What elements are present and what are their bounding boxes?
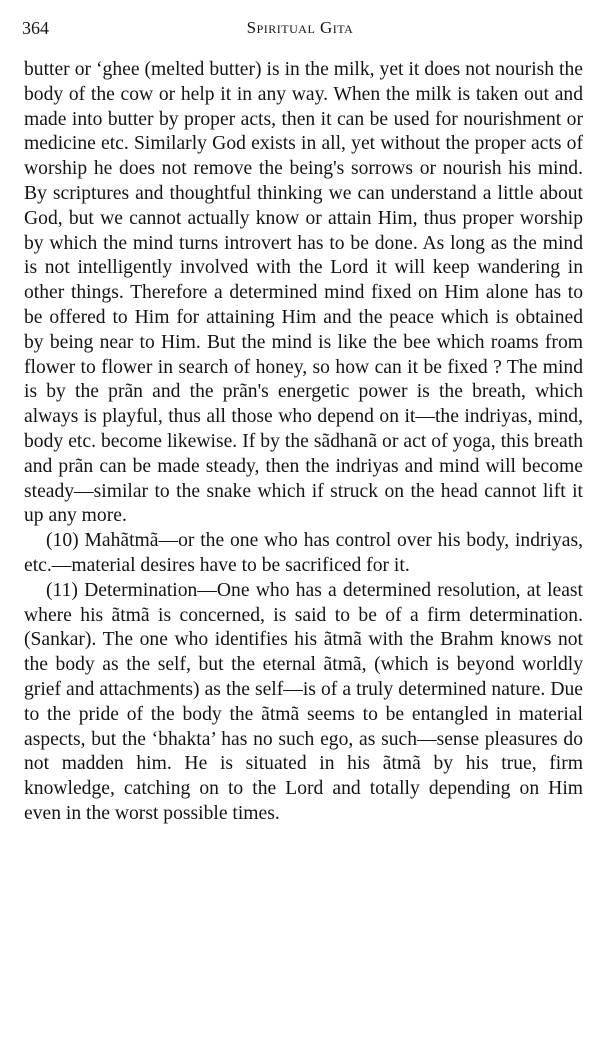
paragraph-determination: (11) Determination—One who has a determined resolution, at least where his ãtmã is concerned, is said to be of a firm determination. (Sankar). The one who identifies his ãtmã with the Brahm knows not the body as the self, but the eternal ãtmã, (which is beyond worldly grief and attachments) as the self—is of a truly determined nature. Due to the pride of the body the ãtmã seems to be entangled in material aspects, but the ‘bhakta’ has no such ego, as such—sense pleasures do not madden him. He is situated in his ãtmã by his true, firm knowledge, catching on to the Lord and totally depending on Him even in the worst possible times. [24,579,583,824]
page-header [22,18,578,42]
paragraph-mahatma: (10) Mahãtmã—or the one who has control over his body, indriyas, etc.—material desires have to be sacrificed for it. [24,530,583,576]
page-body [24,58,583,827]
paragraph-continuation: butter or ‘ghee (melted butter) is in the milk, yet it does not nourish the body of the cow or help it in any way. When the milk is taken out and made into butter by proper acts, then it can be used for nourishment or medicine etc. Similarly God exists in all, yet without the proper acts of worship he does not remove the being's sorrows or nourish his mind. By scriptures and thoughtful thinking we can understand a little about God, but we cannot actually know or attain Him, thus proper worship by which the mind turns introvert has to be done. As long as the mind is not intelligently involved with the Lord it will keep wandering in other things. Therefore a determined mind fixed on Him alone has to be offered to Him for attaining Him and the peace which is obtained by being near to Him. But the mind is like the bee which roams from flower to flower in search of honey, so how can it be fixed ? The mind is by the prãn and the prãn's energetic power is the breath, which always is playful, thus all those who depend on it—the indriyas, mind, body etc. become likewise. If by the sãdhanã or act of yoga, this breath and prãn can be made steady, then the indriyas and mind will become steady—similar to the snake which if struck on the head cannot lift it up any more. [24,59,583,527]
running-title: Spiritual Gita [246,18,354,37]
page-number: 364 [22,18,49,38]
